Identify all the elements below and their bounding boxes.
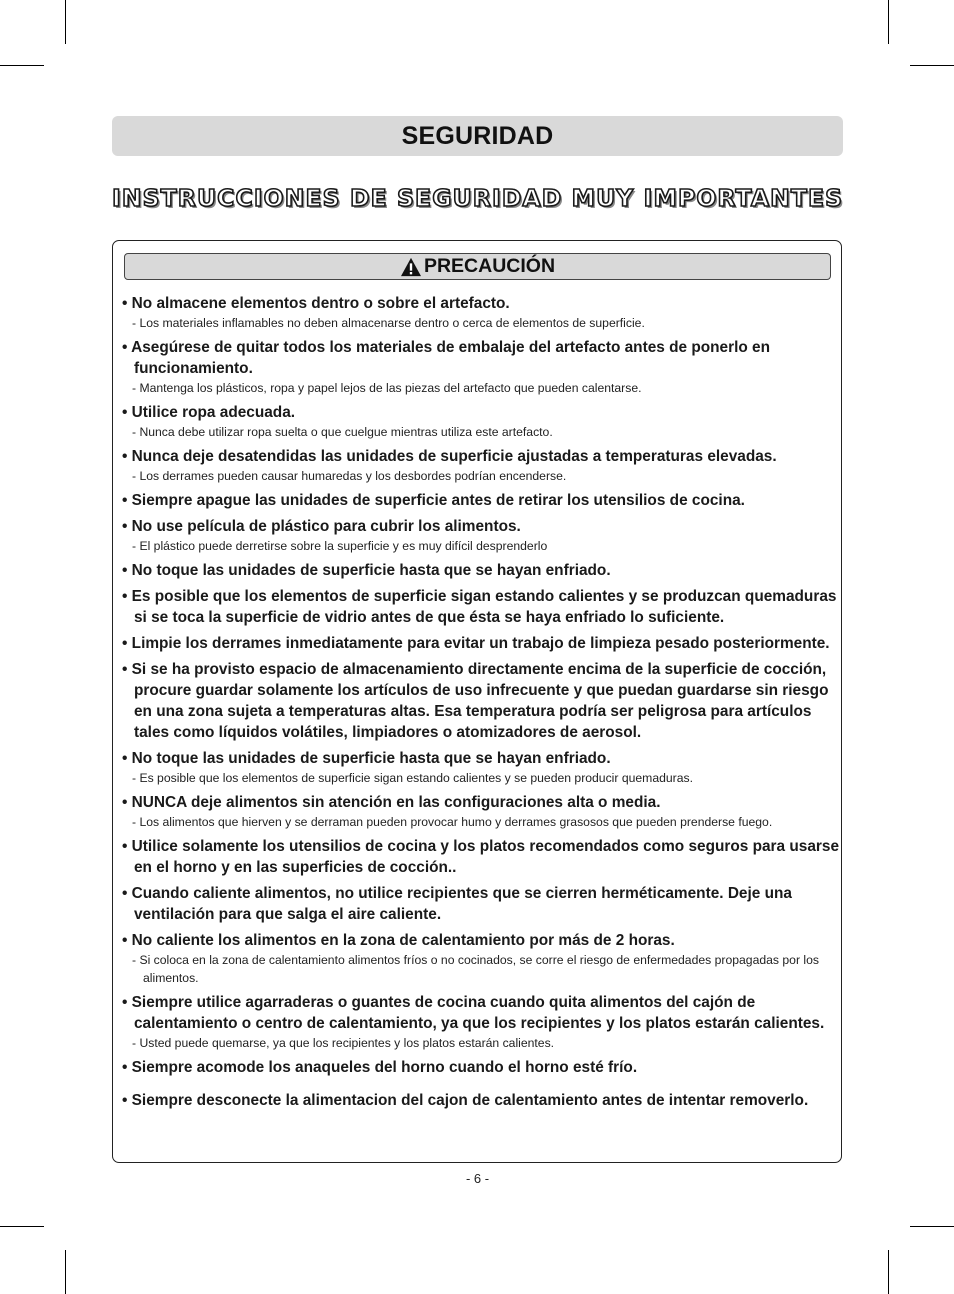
list-item — [122, 930, 842, 987]
item-note: - Usted puede quemarse, ya que los recipientes y los platos estarán calientes. — [132, 1036, 555, 1050]
crop-mark-top-left-vertical — [65, 0, 66, 44]
item-text: • Siempre desconecte la alimentacion del cajon de calentamiento antes de intentar removerlo. — [122, 1092, 809, 1109]
item-text: • No toque las unidades de superficie hasta que se hayan enfriado. — [122, 562, 611, 579]
list-item — [122, 659, 842, 743]
item-text: • Utilice solamente los utensilios de cocina y los platos recomendados como seguros para usarse en el horno y en las superficies de cocción.. — [122, 838, 840, 876]
list-item — [122, 446, 842, 485]
list-item — [122, 992, 842, 1052]
item-note: - Es posible que los elementos de superficie sigan estando calientes y se pueden producir quemaduras. — [132, 771, 693, 785]
list-item — [122, 516, 842, 555]
item-note: - Si coloca en la zona de calentamiento alimentos fríos o no cocinados, se corre el riesgo de enfermedades propagadas por los alimentos. — [132, 953, 819, 985]
list-item — [122, 293, 842, 332]
item-note: - Mantenga los plásticos, ropa y papel lejos de las piezas del artefacto que pueden calentarse. — [132, 381, 642, 395]
item-text: • Limpie los derrames inmediatamente para evitar un trabajo de limpieza pesado posteriormente. — [122, 635, 830, 652]
list-item — [122, 792, 842, 831]
main-heading: INSTRUCCIONES DE SEGURIDAD MUY IMPORTANTES — [112, 184, 844, 212]
crop-mark-bottom-right-horizontal — [910, 1226, 954, 1227]
caution-list — [122, 293, 842, 1111]
list-item — [122, 836, 842, 878]
item-note: - Los materiales inflamables no deben almacenarse dentro o cerca de elementos de superficie. — [132, 316, 645, 330]
item-text: • Siempre apague las unidades de superficie antes de retirar los utensilios de cocina. — [122, 492, 745, 509]
crop-mark-top-left-horizontal — [0, 65, 44, 66]
crop-mark-top-right-vertical — [888, 0, 889, 44]
item-text: • Utilice ropa adecuada. — [122, 404, 296, 421]
item-text: • No almacene elementos dentro o sobre el artefacto. — [122, 295, 510, 312]
page-number: - 6 - — [465, 1171, 490, 1186]
crop-mark-top-right-horizontal — [910, 65, 954, 66]
item-text: • Siempre acomode los anaqueles del horno cuando el horno esté frío. — [122, 1059, 638, 1076]
item-text: • Nunca deje desatendidas las unidades de superficie ajustadas a temperaturas elevadas. — [122, 448, 777, 465]
item-text: • Si se ha provisto espacio de almacenamiento directamente encima de la superficie de cocción, procure guardar solamente los artículos de uso infrecuente y que puedan guardarse sin riesgo en una zona sujeta a temperaturas altas. Esa temperatura podría ser peligrosa para artículos tales como líquidos volátiles, limpiadores o atomizadores de aerosol. — [122, 661, 829, 741]
list-item — [122, 1057, 842, 1078]
section-title: SEGURIDAD — [401, 121, 554, 150]
caution-box — [112, 240, 842, 1163]
item-text: • No toque las unidades de superficie hasta que se hayan enfriado. — [122, 750, 611, 767]
crop-mark-bottom-left-vertical — [65, 1250, 66, 1294]
item-text: • Cuando caliente alimentos, no utilice recipientes que se cierren herméticamente. Deje una ventilación para que salga el aire caliente. — [122, 885, 792, 923]
item-text: • Asegúrese de quitar todos los materiales de embalaje del artefacto antes de ponerlo en funcionamiento. — [122, 339, 771, 377]
list-item — [122, 633, 842, 654]
list-item — [122, 1090, 842, 1111]
item-note: - Los derrames pueden causar humaredas y los desbordes podrían encenderse. — [132, 469, 567, 483]
list-item — [122, 402, 842, 441]
item-text: • No use película de plástico para cubrir los alimentos. — [122, 518, 521, 535]
list-item — [122, 560, 842, 581]
item-note: - Los alimentos que hierven y se derraman pueden provocar humo y derrames grasosos que pueden prenderse fuego. — [132, 815, 773, 829]
list-item — [122, 490, 842, 511]
list-item — [122, 337, 842, 397]
list-item — [122, 883, 842, 925]
item-text: • Es posible que los elementos de superficie sigan estando calientes y se produzcan quemaduras si se toca la superficie de vidrio antes de que ésta se haya enfriado lo suficiente. — [122, 588, 837, 626]
item-text: • No caliente los alimentos en la zona de calentamiento por más de 2 horas. — [122, 932, 675, 949]
caution-label: PRECAUCIÓN — [423, 255, 556, 277]
item-text: • Siempre utilice agarraderas o guantes de cocina cuando quita alimentos del cajón de calentamiento o centro de calentamiento, ya que los recipientes y los platos estarán calientes. — [122, 994, 825, 1032]
list-item — [122, 748, 842, 787]
crop-mark-bottom-left-horizontal — [0, 1226, 44, 1227]
caution-header — [124, 253, 831, 280]
item-note: - Nunca debe utilizar ropa suelta o que cuelgue mientras utiliza este artefacto. — [132, 425, 553, 439]
crop-mark-bottom-right-vertical — [888, 1250, 889, 1294]
item-note: - El plástico puede derretirse sobre la superficie y es muy difícil desprenderlo — [132, 539, 548, 553]
warning-triangle-icon — [400, 257, 422, 277]
item-text: • NUNCA deje alimentos sin atención en las configuraciones alta o media. — [122, 794, 661, 811]
section-banner — [112, 116, 843, 156]
list-item — [122, 586, 842, 628]
